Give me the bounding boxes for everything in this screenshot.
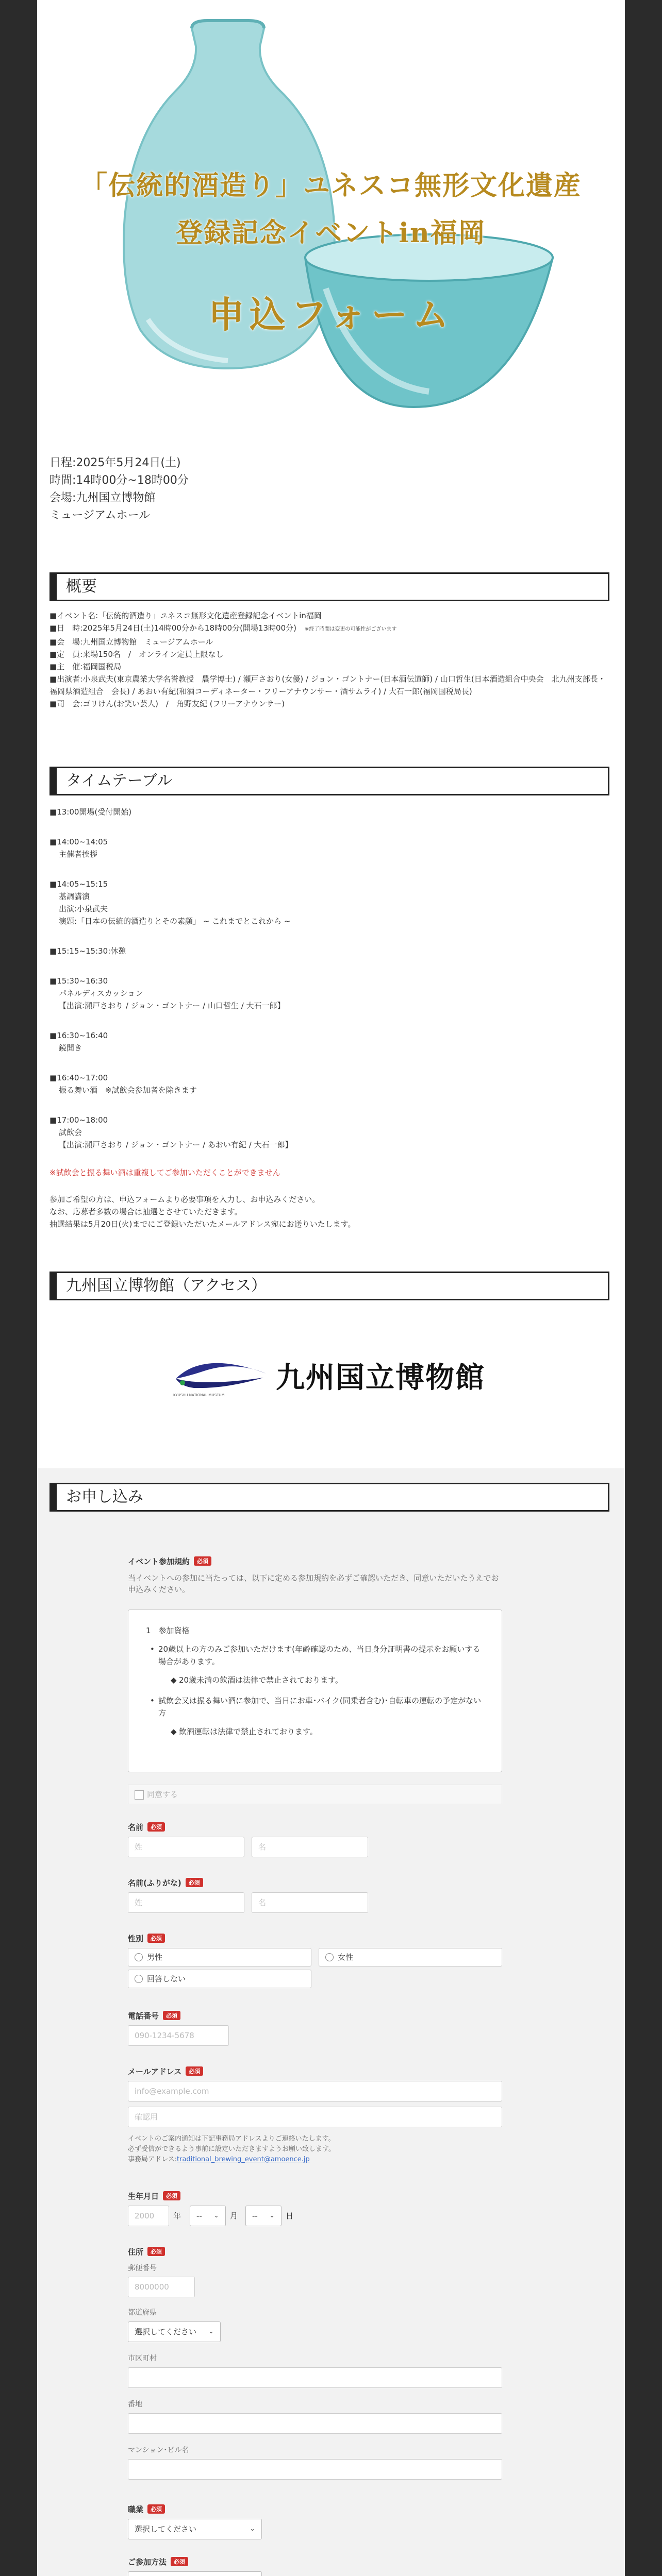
bullet-icon: • <box>150 1696 155 1705</box>
terms-item-text: 試飲会又は振る舞い酒に参加で、当日にお車･バイク(同乗者含む)･自転車の運転の予定がない方 <box>158 1696 482 1718</box>
checkbox-icon[interactable] <box>135 1790 144 1800</box>
phone-label-text: 電話番号 <box>128 2011 159 2021</box>
timetable-time: ■14:00~14:05 <box>49 837 108 846</box>
event-info <box>49 454 189 524</box>
timetable-item <box>49 1114 355 1151</box>
name-kana-label-text: 名前(ふりがな) <box>128 1878 181 1888</box>
bullet-icon: ◆ <box>171 1727 177 1736</box>
month-suffix: 月 <box>230 2211 238 2221</box>
timetable-note: 参加ご希望の方は、申込フォームより必要事項を入力し、お申込みください。 <box>49 1195 320 1204</box>
required-badge: 必須 <box>186 2066 203 2076</box>
chevron-down-icon: ⌄ <box>250 2525 255 2533</box>
timetable-detail: 【出演:瀬戸さおり / ジョン・ゴントナー / あおい有紀 / 大石一郎】 <box>59 1140 293 1149</box>
email-notes <box>128 2134 335 2165</box>
museum-english-name: KYUSHU NATIONAL MUSEUM <box>173 1393 225 1397</box>
terms-item-text: 20歳以上の方のみご参加いただけます(年齢確認のため、当日身分証明書の提示をお願いする場合があります。 <box>158 1645 481 1666</box>
email-note-prefix: 事務局アドレス: <box>128 2156 177 2163</box>
terms-subitem-text: 20歳未満の飲酒は法律で禁止されております。 <box>179 1675 343 1685</box>
chevron-down-icon: ⌄ <box>208 2328 214 2335</box>
required-badge: 必須 <box>147 1934 165 1943</box>
building-label: マンション･ビル名 <box>128 2446 189 2454</box>
email-label <box>128 2066 203 2077</box>
phone-label <box>128 2010 180 2021</box>
required-badge: 必須 <box>147 1822 165 1832</box>
overview-line: ■出演者:小泉武夫(東京農業大学名誉教授 農学博士) / 瀬戸さおり(女優) / ジョン・ゴントナー(日本酒伝道師) / 山口哲生(日本酒造組合中央会 北九州支部長・福岡県酒造組合 会長) / あおい有紀(和酒コーディネーター・フリーアナウンサー・酒サムライ) / 大石一郎(福岡国税局長) <box>49 674 606 696</box>
event-date: 日程:2025年5月24日(土) <box>49 456 181 469</box>
time-change-note: ※終了時間は変更の可能性がございます <box>304 626 397 632</box>
occupation-label-text: 職業 <box>128 2505 144 2514</box>
participation-method-select[interactable] <box>128 2571 262 2576</box>
chevron-down-icon <box>250 2572 255 2576</box>
street-input[interactable] <box>128 2413 502 2434</box>
terms-subitem-text: 飲酒運転は法律で禁止されております。 <box>179 1727 318 1736</box>
street-label: 番地 <box>128 2400 142 2409</box>
required-badge: 必須 <box>194 1556 211 1566</box>
gender-option-male[interactable] <box>128 1948 311 1967</box>
city-label: 市区町村 <box>128 2354 157 2363</box>
event-hall: ミュージアムホール <box>49 509 151 522</box>
overview-line: ■会 場:九州国立博物館 ミュージアムホール <box>49 637 213 647</box>
first-name-input[interactable]: 名 <box>252 1837 368 1857</box>
day-suffix: 日 <box>286 2211 294 2221</box>
overview-line: ■主 催:福岡国税局 <box>49 662 122 671</box>
terms-label <box>128 1556 211 1567</box>
radio-icon[interactable] <box>135 1975 143 1983</box>
overview-line: ■イベント名:「伝統的酒造り」ユネスコ無形文化遺産登録記念イベントin福岡 <box>49 611 322 620</box>
overview-line: ■司 会:ゴリけん(お笑い芸人) / 角野友紀 (フリーアナウンサー) <box>49 699 285 708</box>
participation-method-label <box>128 2556 188 2567</box>
terms-label-text: イベント参加規約 <box>128 1557 190 1566</box>
timetable-item <box>49 1029 355 1054</box>
timetable-time: ■13:00開場(受付開始) <box>49 807 132 817</box>
required-badge: 必須 <box>147 2247 165 2256</box>
event-time: 時間:14時00分~18時00分 <box>49 474 189 487</box>
chevron-down-icon: ⌄ <box>269 2212 275 2219</box>
email-confirm-input[interactable]: 確認用 <box>128 2107 502 2127</box>
page <box>37 0 625 2576</box>
timetable-detail: 基調講演 <box>59 892 90 901</box>
timetable-item <box>49 945 355 957</box>
timetable-item <box>49 878 355 927</box>
timetable-detail: 出演:小泉武夫 <box>59 904 108 913</box>
last-name-kana-input[interactable]: 姓 <box>128 1892 244 1913</box>
timetable-list <box>49 806 355 1230</box>
required-badge: 必須 <box>147 2504 165 2514</box>
birth-label <box>128 2191 180 2201</box>
overview-line-text: ■日 時:2025年5月24日(土)14時00分から18時00分(開場13時00分) <box>49 623 296 633</box>
year-suffix: 年 <box>173 2211 181 2221</box>
timetable-detail: 振る舞い酒 ※試飲会参加者を除きます <box>59 1086 197 1095</box>
bullet-icon: ◆ <box>171 1675 177 1685</box>
timetable-detail: 試飲会 <box>59 1128 82 1137</box>
overview-line <box>49 622 611 636</box>
timetable-note: なお、応募者多数の場合は抽選とさせていただきます。 <box>49 1207 242 1216</box>
timetable-notes <box>49 1193 355 1230</box>
timetable-time: ■17:00~18:00 <box>49 1115 108 1125</box>
hero-title-line1: 「伝統的酒造り」ユネスコ無形文化遺産 <box>80 170 582 201</box>
prefecture-label: 都道府県 <box>128 2309 157 2317</box>
terms-item <box>146 1694 484 1719</box>
name-label-text: 名前 <box>128 1823 144 1832</box>
gender-option-female[interactable] <box>319 1948 502 1967</box>
bullet-icon: • <box>150 1645 155 1654</box>
required-badge: 必須 <box>186 1878 203 1887</box>
first-name-kana-input[interactable]: 名 <box>252 1892 368 1913</box>
email-note <box>128 2155 335 2165</box>
gender-label-text: 性別 <box>128 1934 144 1943</box>
select-value: -- <box>252 2211 258 2221</box>
timetable-warning: ※試飲会と振る舞い酒は重複してご参加いただくことができません <box>49 1168 280 1177</box>
timetable-detail: パネルディスカッション <box>59 989 143 998</box>
last-name-input[interactable]: 姓 <box>128 1837 244 1857</box>
phone-input[interactable]: 090-1234-5678 <box>128 2025 229 2046</box>
city-input[interactable] <box>128 2367 502 2388</box>
email-note: 必ず受信ができるよう事前に設定いただきますようお願い致します。 <box>128 2145 335 2153</box>
chevron-down-icon: ⌄ <box>213 2212 219 2219</box>
timetable-time: ■15:30~16:30 <box>49 976 108 986</box>
required-badge: 必須 <box>163 2011 180 2020</box>
timetable-time: ■16:30~16:40 <box>49 1031 108 1040</box>
overview-line: ■定 員:来場150名 / オンライン定員上限なし <box>49 650 224 659</box>
terms-subitem <box>146 1674 484 1686</box>
select-value: -- <box>196 2211 202 2221</box>
birth-label-text: 生年月日 <box>128 2192 159 2201</box>
timetable-heading: タイムテーブル <box>49 767 609 795</box>
birth-month-select[interactable] <box>190 2206 226 2226</box>
terms-section-title: 1 参加資格 <box>146 1626 190 1635</box>
gender-option-none[interactable] <box>128 1970 311 1988</box>
hero-banner <box>37 0 625 412</box>
select-value: 選択してください <box>135 2327 197 2336</box>
terms-intro: 当イベントへの参加に当たっては、以下に定める参加規約を必ずご確認いただき、同意いただいたうえでお申込みください。 <box>128 1573 499 1594</box>
zip-input[interactable]: 8000000 <box>128 2277 195 2297</box>
office-email-link[interactable]: traditional_brewing_event@amoence.jp <box>177 2156 310 2163</box>
gender-option-label: 男性 <box>147 1953 163 1962</box>
prefecture-select[interactable] <box>128 2321 221 2342</box>
radio-icon[interactable] <box>135 1953 143 1961</box>
timetable-item <box>49 806 355 818</box>
hero-title-line2: 登録記念イベントin福岡 <box>176 217 486 249</box>
email-note: イベントのご案内通知は下記事務局アドレスよりご連絡いたします。 <box>128 2135 335 2143</box>
hero-title-line3: 申込フォーム <box>208 293 454 336</box>
timetable-item <box>49 836 355 860</box>
timetable-detail: 鏡開き <box>59 1043 82 1053</box>
zip-label: 郵便番号 <box>128 2264 157 2273</box>
timetable-detail: 演題:「日本の伝統的酒造りとその素顔」 ~ これまでとこれから ~ <box>59 917 291 926</box>
timetable-detail: 【出演:瀬戸さおり / ジョン・ゴントナー / 山口哲生 / 大石一郎】 <box>59 1001 285 1010</box>
access-heading[interactable]: 九州国立博物館（アクセス） <box>49 1272 609 1300</box>
timetable-item <box>49 975 355 1012</box>
overview-heading: 概要 <box>49 572 609 601</box>
gender-option-label: 回答しない <box>147 1974 186 1984</box>
name-label <box>128 1822 165 1833</box>
timetable-time: ■14:05~15:15 <box>49 879 108 889</box>
gender-label <box>128 1933 165 1944</box>
agree-checkbox[interactable] <box>128 1785 502 1804</box>
select-value: 選択してください <box>135 2524 197 2534</box>
timetable-note: 抽選結果は5月20日(火)までにご登録いただいたメールアドレス宛にお送りいたします。 <box>49 1219 356 1229</box>
required-badge: 必須 <box>171 2557 188 2566</box>
name-kana-label <box>128 1877 203 1888</box>
agree-label: 同意する <box>147 1790 178 1799</box>
occupation-label <box>128 2504 165 2515</box>
email-label-text: メールアドレス <box>128 2067 182 2076</box>
terms-box[interactable] <box>128 1609 502 1772</box>
overview-list <box>49 609 611 710</box>
apply-heading: お申し込み <box>49 1483 609 1512</box>
timetable-item <box>49 1072 355 1096</box>
required-badge: 必須 <box>163 2191 180 2200</box>
terms-item <box>146 1643 484 1668</box>
timetable-time: ■16:40~17:00 <box>49 1073 108 1082</box>
email-input[interactable]: info@example.com <box>128 2081 502 2102</box>
gender-option-label: 女性 <box>338 1953 354 1962</box>
timetable-time: ■15:15~15:30:休憩 <box>49 946 126 956</box>
radio-icon[interactable] <box>325 1953 334 1961</box>
building-input[interactable] <box>128 2459 502 2480</box>
address-label <box>128 2246 165 2257</box>
museum-name: 九州国立博物館 <box>276 1361 485 1395</box>
birth-year-input[interactable]: 2000 <box>128 2206 169 2226</box>
event-venue: 会場:九州国立博物館 <box>49 492 156 504</box>
timetable-detail: 主催者挨拶 <box>59 850 98 859</box>
birth-day-select[interactable] <box>245 2206 282 2226</box>
terms-subitem <box>146 1725 484 1738</box>
occupation-select[interactable] <box>128 2519 262 2539</box>
address-label-text: 住所 <box>128 2247 144 2257</box>
method-label-text: ご参加方法 <box>128 2557 167 2567</box>
sake-vessel-illustration <box>37 0 625 412</box>
